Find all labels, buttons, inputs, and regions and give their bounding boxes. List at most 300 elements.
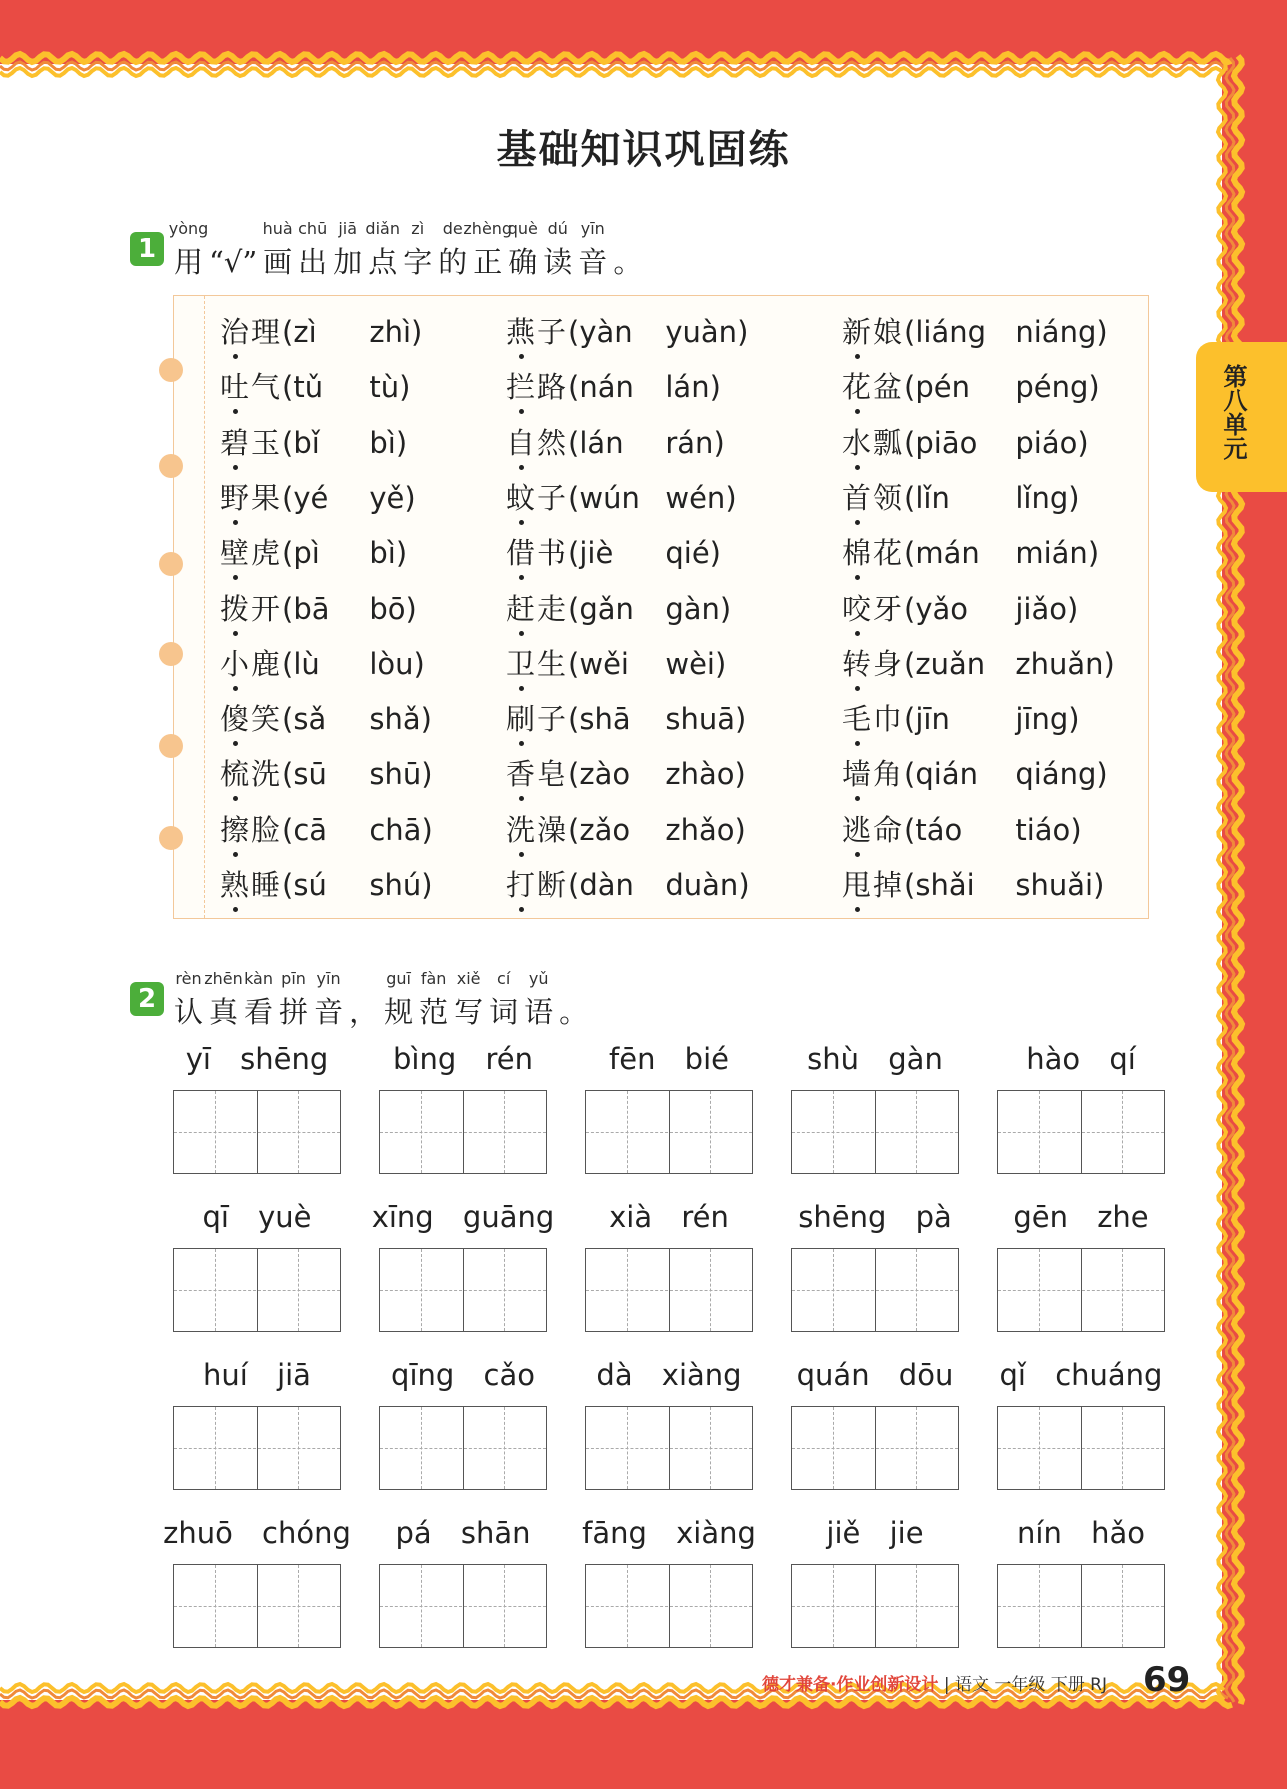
pinyin-option-b[interactable]: zhǎo (665, 812, 735, 847)
grid-line (380, 1606, 546, 1607)
word-char: 皂 (537, 757, 569, 792)
cell-pinyin: fēn bié (609, 1042, 729, 1076)
pinyin-option-b[interactable]: zhào (665, 757, 735, 792)
paren-open: ( (282, 646, 294, 681)
word-char: 子 (537, 480, 569, 515)
heading-char-text: 真 (209, 995, 239, 1029)
heading-char (279, 969, 309, 1031)
word-char: 脸 (251, 812, 283, 847)
pinyin-option-a[interactable]: mán (915, 536, 980, 571)
paren-close: ) (734, 812, 746, 847)
cell-pinyin: xīng guāng (371, 1200, 555, 1234)
pinyin-option-b[interactable]: piáo (1015, 425, 1078, 460)
paren-open: ( (904, 425, 916, 460)
heading-char (559, 990, 588, 1031)
item-word (842, 370, 904, 404)
pinyin-option-b[interactable]: lán (665, 370, 710, 405)
pronunciation-item (506, 365, 721, 406)
item-word (842, 647, 904, 681)
pinyin-option-b[interactable]: zhì (369, 315, 412, 349)
word-char: 盆 (873, 370, 905, 405)
item-word (842, 868, 904, 902)
tianzige-grid[interactable] (997, 1406, 1165, 1490)
word-char: 然 (537, 425, 569, 460)
pinyin-option-b[interactable]: niáng (1015, 315, 1097, 349)
paren-open: ( (282, 591, 294, 626)
heading-pinyin: què (507, 219, 538, 238)
tianzige-grid[interactable] (379, 1248, 547, 1332)
tianzige-grid[interactable] (173, 1406, 341, 1490)
paren-close: ) (1087, 536, 1100, 571)
cell-pinyin: qī yuè (202, 1200, 312, 1234)
tianzige-grid[interactable] (585, 1248, 753, 1332)
pinyin-option-a[interactable]: shǎi (915, 868, 975, 902)
heading-pinyin: zhèng (463, 219, 513, 238)
tianzige-grid[interactable] (791, 1090, 959, 1174)
binder-hole (159, 642, 183, 666)
pinyin-option-a[interactable]: zuǎn (915, 646, 986, 681)
pinyin-option-a[interactable]: sú (293, 868, 327, 902)
tianzige-grid[interactable] (173, 1090, 341, 1174)
word-char: 巾 (873, 702, 905, 737)
pinyin-option-a[interactable]: gǎn (579, 591, 634, 626)
pronunciation-item (842, 587, 1078, 628)
tianzige-grid[interactable] (173, 1564, 341, 1648)
pinyin-option-b[interactable]: chā (369, 812, 422, 847)
heading-char (543, 219, 573, 281)
writing-cell (791, 1200, 959, 1332)
cell-pinyin: yī shēng (185, 1042, 329, 1076)
tianzige-grid[interactable] (791, 1564, 959, 1648)
heading-char-text: 认 (174, 995, 204, 1029)
paren-close: ) (395, 536, 408, 571)
pinyin-option-b[interactable]: yuàn (665, 315, 738, 349)
heading-char-text: 画 (263, 245, 293, 279)
paren-open: ( (282, 757, 294, 792)
pinyin-option-a[interactable]: lán (579, 425, 624, 460)
grid-line (380, 1132, 546, 1133)
pinyin-option-a[interactable]: lǐn (915, 480, 950, 515)
paren-open: ( (282, 868, 294, 902)
dotted-char: 墙 (842, 757, 874, 792)
question-2-number: 2 (130, 982, 164, 1016)
dotted-char: 棉 (842, 536, 874, 571)
dotted-char: 打 (506, 868, 538, 902)
pronunciation-item (842, 476, 1080, 517)
word-char: 书 (537, 536, 569, 571)
pinyin-option-b[interactable]: qié (665, 536, 710, 571)
pinyin-option-a[interactable]: yǎo (915, 591, 969, 626)
paren-open: ( (282, 370, 294, 405)
cell-pinyin: gēn zhe (1013, 1200, 1149, 1234)
tianzige-grid[interactable] (585, 1090, 753, 1174)
dotted-char: 卫 (506, 646, 538, 681)
heading-char-text: 拼 (279, 995, 309, 1029)
paren-open: ( (568, 315, 580, 349)
heading-char (384, 969, 414, 1031)
pinyin-option-b[interactable]: shuā (665, 702, 735, 737)
heading-pinyin: yòng (168, 219, 209, 238)
pinyin-option-b[interactable]: duàn (665, 868, 739, 902)
pinyin-option-b[interactable]: shǎ (369, 702, 421, 737)
paren-close: ) (404, 480, 416, 515)
dotted-char: 借 (506, 536, 538, 571)
item-word (220, 315, 282, 349)
word-char: 果 (251, 480, 283, 515)
paren-open: ( (568, 591, 580, 626)
tianzige-grid[interactable] (791, 1248, 959, 1332)
binder-hole (159, 358, 183, 382)
heading-char (403, 219, 433, 281)
dotted-char: 赶 (506, 591, 538, 626)
heading-pinyin: zhēn (204, 969, 243, 988)
dotted-char: 花 (842, 370, 874, 405)
cell-pinyin: fāng xiàng (582, 1516, 756, 1550)
pinyin-option-b[interactable]: yě (369, 480, 405, 515)
heading-char-text: ， (349, 995, 379, 1029)
item-word (506, 868, 568, 902)
writing-cell (997, 1516, 1165, 1648)
paren-open: ( (282, 812, 294, 847)
pronunciation-item (220, 752, 433, 793)
paren-close: ) (709, 370, 721, 405)
paren-open: ( (904, 702, 916, 737)
word-char: 走 (537, 591, 569, 626)
grid-line (586, 1448, 752, 1449)
tianzige-grid[interactable] (379, 1564, 547, 1648)
paren-close: ) (395, 425, 408, 460)
pinyin-option-a[interactable]: bǐ (293, 425, 320, 460)
dotted-char: 咬 (842, 591, 874, 626)
binder-hole (159, 552, 183, 576)
pinyin-option-a[interactable]: tǔ (293, 370, 324, 405)
pinyin-option-a[interactable]: zào (579, 757, 631, 792)
cell-pinyin: qīng cǎo (391, 1358, 535, 1392)
heading-pinyin: diǎn (365, 219, 400, 238)
pinyin-option-b[interactable]: wèi (665, 646, 715, 681)
pinyin-option-b[interactable]: gàn (665, 591, 720, 626)
heading-char (168, 219, 209, 281)
word-char: 玉 (251, 425, 283, 460)
paren-close: ) (421, 868, 433, 902)
unit-tab-label: 第八单元 (1219, 364, 1247, 460)
paren-close: ) (399, 370, 411, 405)
heading-char-text: 范 (419, 995, 449, 1029)
dotted-char: 傻 (220, 702, 252, 737)
pinyin-option-a[interactable]: bā (293, 591, 330, 626)
pinyin-option-b[interactable]: tiáo (1015, 812, 1071, 847)
paren-open: ( (904, 480, 916, 515)
paren-close: ) (405, 591, 417, 626)
paren-open: ( (568, 812, 580, 847)
pronunciation-item (506, 476, 737, 517)
pronunciation-item (506, 310, 748, 351)
wave-line (0, 1698, 1232, 1706)
heading-pinyin: huà (262, 219, 293, 238)
heading-char (314, 969, 344, 1031)
item-word (220, 757, 282, 791)
pinyin-option-a[interactable]: táo (915, 812, 963, 847)
paren-close: ) (413, 646, 425, 681)
pinyin-option-a[interactable]: pén (915, 370, 970, 405)
grid-line (998, 1290, 1164, 1291)
item-word (220, 813, 282, 847)
pinyin-option-b[interactable]: jiǎo (1015, 591, 1067, 626)
pinyin-option-a[interactable]: qián (915, 757, 978, 792)
pronunciation-item (220, 642, 425, 683)
heading-char-text: 。 (613, 245, 643, 279)
heading-pinyin: fàn (420, 969, 447, 988)
pinyin-option-b[interactable]: bì (369, 536, 396, 571)
heading-pinyin: xiě (456, 969, 481, 988)
dotted-char: 甩 (842, 868, 874, 902)
grid-line (586, 1606, 752, 1607)
pinyin-option-a[interactable]: yé (293, 480, 329, 515)
pinyin-option-b[interactable]: shuǎi (1015, 868, 1094, 902)
heading-pinyin: zì (411, 219, 425, 238)
grid-line (174, 1290, 340, 1291)
pronunciation-item (220, 587, 417, 628)
paren-close: ) (421, 812, 433, 847)
tianzige-grid[interactable] (585, 1406, 753, 1490)
heading-char (365, 219, 400, 281)
heading-char (298, 219, 328, 281)
pinyin-option-a[interactable]: sǎ (293, 702, 327, 737)
writing-cell (585, 1200, 753, 1332)
heading-char (454, 969, 484, 1031)
heading-pinyin: yīn (316, 969, 341, 988)
pinyin-option-b[interactable]: zhuǎn (1015, 646, 1104, 681)
paren-open: ( (568, 702, 580, 737)
tianzige-grid[interactable] (379, 1090, 547, 1174)
pinyin-option-a[interactable]: pì (293, 536, 320, 571)
heading-pinyin: chū (298, 219, 328, 238)
pronunciation-item (220, 365, 410, 406)
heading-char-text: 确 (508, 245, 538, 279)
item-word (842, 536, 904, 570)
pinyin-option-a[interactable]: zǎo (579, 812, 631, 847)
word-char: 笑 (251, 702, 283, 737)
pinyin-option-a[interactable]: yàn (579, 315, 633, 349)
pronunciation-item (842, 808, 1082, 849)
paren-close: ) (1096, 315, 1108, 349)
heading-char (209, 245, 257, 279)
word-char: 洗 (251, 757, 283, 792)
paren-close: ) (1088, 370, 1100, 405)
heading-char-text: 字 (403, 245, 433, 279)
pinyin-option-b[interactable]: wén (665, 480, 726, 515)
pinyin-option-a[interactable]: wún (579, 480, 640, 515)
pinyin-option-a[interactable]: jiè (579, 536, 614, 571)
writing-cell (173, 1042, 341, 1174)
pinyin-option-b[interactable]: shū (369, 757, 422, 792)
word-char: 子 (537, 702, 569, 737)
cell-pinyin: zhuō chóng (163, 1516, 351, 1550)
paren-open: ( (568, 868, 580, 902)
heading-char (262, 219, 293, 281)
pinyin-option-a[interactable]: piāo (915, 425, 978, 460)
tianzige-grid[interactable] (997, 1090, 1165, 1174)
word-char: 牙 (873, 591, 905, 626)
heading-char (438, 219, 468, 281)
binder-hole (159, 454, 183, 478)
pinyin-option-a[interactable]: wěi (579, 646, 629, 681)
writing-cell (791, 1358, 959, 1490)
writing-cell (582, 1516, 756, 1648)
cell-pinyin: quán dōu (796, 1358, 954, 1392)
paren-close: ) (1096, 757, 1108, 792)
footer-brand: 德才兼备·作业创新设计 (761, 1675, 939, 1695)
pronunciation-item (842, 863, 1104, 904)
item-word (220, 481, 282, 515)
dotted-char: 刷 (506, 702, 538, 737)
paren-open: ( (568, 536, 580, 571)
paren-open: ( (568, 370, 580, 405)
page-title: 基础知识巩固练 (496, 127, 791, 173)
paren-open: ( (904, 536, 916, 571)
pinyin-option-a[interactable]: zì (293, 315, 317, 349)
grid-line (586, 1132, 752, 1133)
grid-line (174, 1448, 340, 1449)
pinyin-option-b[interactable]: péng (1015, 370, 1089, 405)
pinyin-option-a[interactable]: dàn (579, 868, 634, 902)
paren-open: ( (904, 646, 916, 681)
grid-line (174, 1132, 340, 1133)
pronunciation-item (220, 421, 407, 462)
tianzige-grid[interactable] (997, 1564, 1165, 1648)
heading-char-text: 出 (298, 245, 328, 279)
pinyin-option-a[interactable]: jīn (915, 702, 950, 737)
cell-pinyin: bìng rén (393, 1042, 533, 1076)
item-word (220, 868, 282, 902)
tianzige-grid[interactable] (791, 1406, 959, 1490)
dotted-char: 擦 (220, 812, 252, 847)
pinyin-option-b[interactable]: rán (665, 425, 714, 460)
word-char: 娘 (873, 315, 905, 349)
writing-cell (371, 1200, 555, 1332)
grid-line (380, 1448, 546, 1449)
pinyin-option-a[interactable]: lù (293, 646, 320, 681)
item-word (220, 647, 282, 681)
pinyin-option-b[interactable]: bì (369, 425, 396, 460)
heading-pinyin: guī (386, 969, 411, 988)
pronunciation-item (506, 531, 721, 572)
pinyin-option-a[interactable]: cā (293, 812, 328, 847)
pronunciation-item (842, 365, 1100, 406)
word-char: 气 (251, 370, 283, 405)
dotted-char: 梳 (220, 757, 252, 792)
writing-cell (379, 1358, 547, 1490)
paren-open: ( (568, 480, 580, 515)
dotted-char: 自 (506, 425, 538, 460)
pronunciation-item (506, 697, 746, 738)
pronunciation-item (842, 642, 1115, 683)
pinyin-option-b[interactable]: mián (1015, 536, 1088, 571)
pinyin-option-b[interactable]: lǐng (1015, 480, 1069, 515)
paren-close: ) (738, 868, 750, 902)
paren-close: ) (1068, 702, 1080, 737)
pinyin-option-b[interactable]: bō (369, 591, 406, 626)
pronunciation-item (842, 421, 1089, 462)
paren-open: ( (282, 702, 294, 737)
paren-close: ) (734, 757, 746, 792)
word-char: 开 (251, 591, 283, 626)
pinyin-option-b[interactable]: tù (369, 370, 400, 405)
heading-pinyin: dú (547, 219, 568, 238)
word-char: 花 (873, 536, 905, 571)
heading-char-text: 用 (174, 245, 204, 279)
writing-cell (997, 1358, 1165, 1490)
question-1-box (173, 295, 1149, 919)
pronunciation-item (506, 587, 731, 628)
writing-cell (791, 1042, 959, 1174)
heading-char-text: 看 (244, 995, 274, 1029)
paren-close: ) (1067, 591, 1079, 626)
tianzige-grid[interactable] (379, 1406, 547, 1490)
word-char: 身 (873, 646, 905, 681)
item-word (220, 702, 282, 736)
heading-char-text: 正 (473, 245, 503, 279)
pinyin-option-b[interactable]: jīng (1015, 702, 1069, 737)
item-word (842, 426, 904, 460)
pinyin-option-a[interactable]: sū (293, 757, 327, 792)
pronunciation-item (220, 531, 407, 572)
paren-open: ( (568, 646, 580, 681)
footer-info: | 语文 一年级 下册 RJ (943, 1675, 1107, 1695)
pronunciation-item (220, 808, 433, 849)
writing-cell (997, 1200, 1165, 1332)
pinyin-option-a[interactable]: nán (579, 370, 634, 405)
word-char: 睡 (251, 868, 283, 902)
heading-char (349, 990, 378, 1031)
cell-pinyin: qǐ chuáng (999, 1358, 1163, 1392)
heading-char-text: 加 (333, 245, 363, 279)
pronunciation-item (842, 310, 1108, 351)
pinyin-option-b[interactable]: lòu (369, 646, 414, 681)
item-word (842, 315, 904, 349)
pronunciation-item (506, 642, 726, 683)
writing-cell (585, 1358, 753, 1490)
item-word (506, 702, 568, 736)
paren-open: ( (282, 315, 294, 349)
item-word (220, 370, 282, 404)
pinyin-option-b[interactable]: shú (369, 868, 422, 902)
word-char: 命 (873, 812, 905, 847)
pinyin-option-b[interactable]: qiáng (1015, 757, 1097, 792)
paren-close: ) (725, 480, 737, 515)
pinyin-option-a[interactable]: shā (579, 702, 631, 737)
paren-close: ) (709, 536, 721, 571)
tianzige-grid[interactable] (997, 1248, 1165, 1332)
tianzige-grid[interactable] (173, 1248, 341, 1332)
grid-line (380, 1290, 546, 1291)
cell-pinyin: huí jiā (203, 1358, 311, 1392)
word-char: 理 (251, 315, 283, 349)
dotted-char: 水 (842, 425, 874, 460)
tianzige-grid[interactable] (585, 1564, 753, 1648)
pronunciation-item (506, 421, 725, 462)
item-word (506, 426, 568, 460)
writing-cell (173, 1358, 341, 1490)
pinyin-option-a[interactable]: liáng (915, 315, 987, 349)
heading-char (489, 969, 519, 1031)
heading-pinyin: jiā (338, 219, 358, 238)
unit-tab (1196, 342, 1287, 492)
pronunciation-item (842, 752, 1108, 793)
item-word (220, 536, 282, 570)
dotted-char: 拨 (220, 591, 252, 626)
grid-line (792, 1290, 958, 1291)
